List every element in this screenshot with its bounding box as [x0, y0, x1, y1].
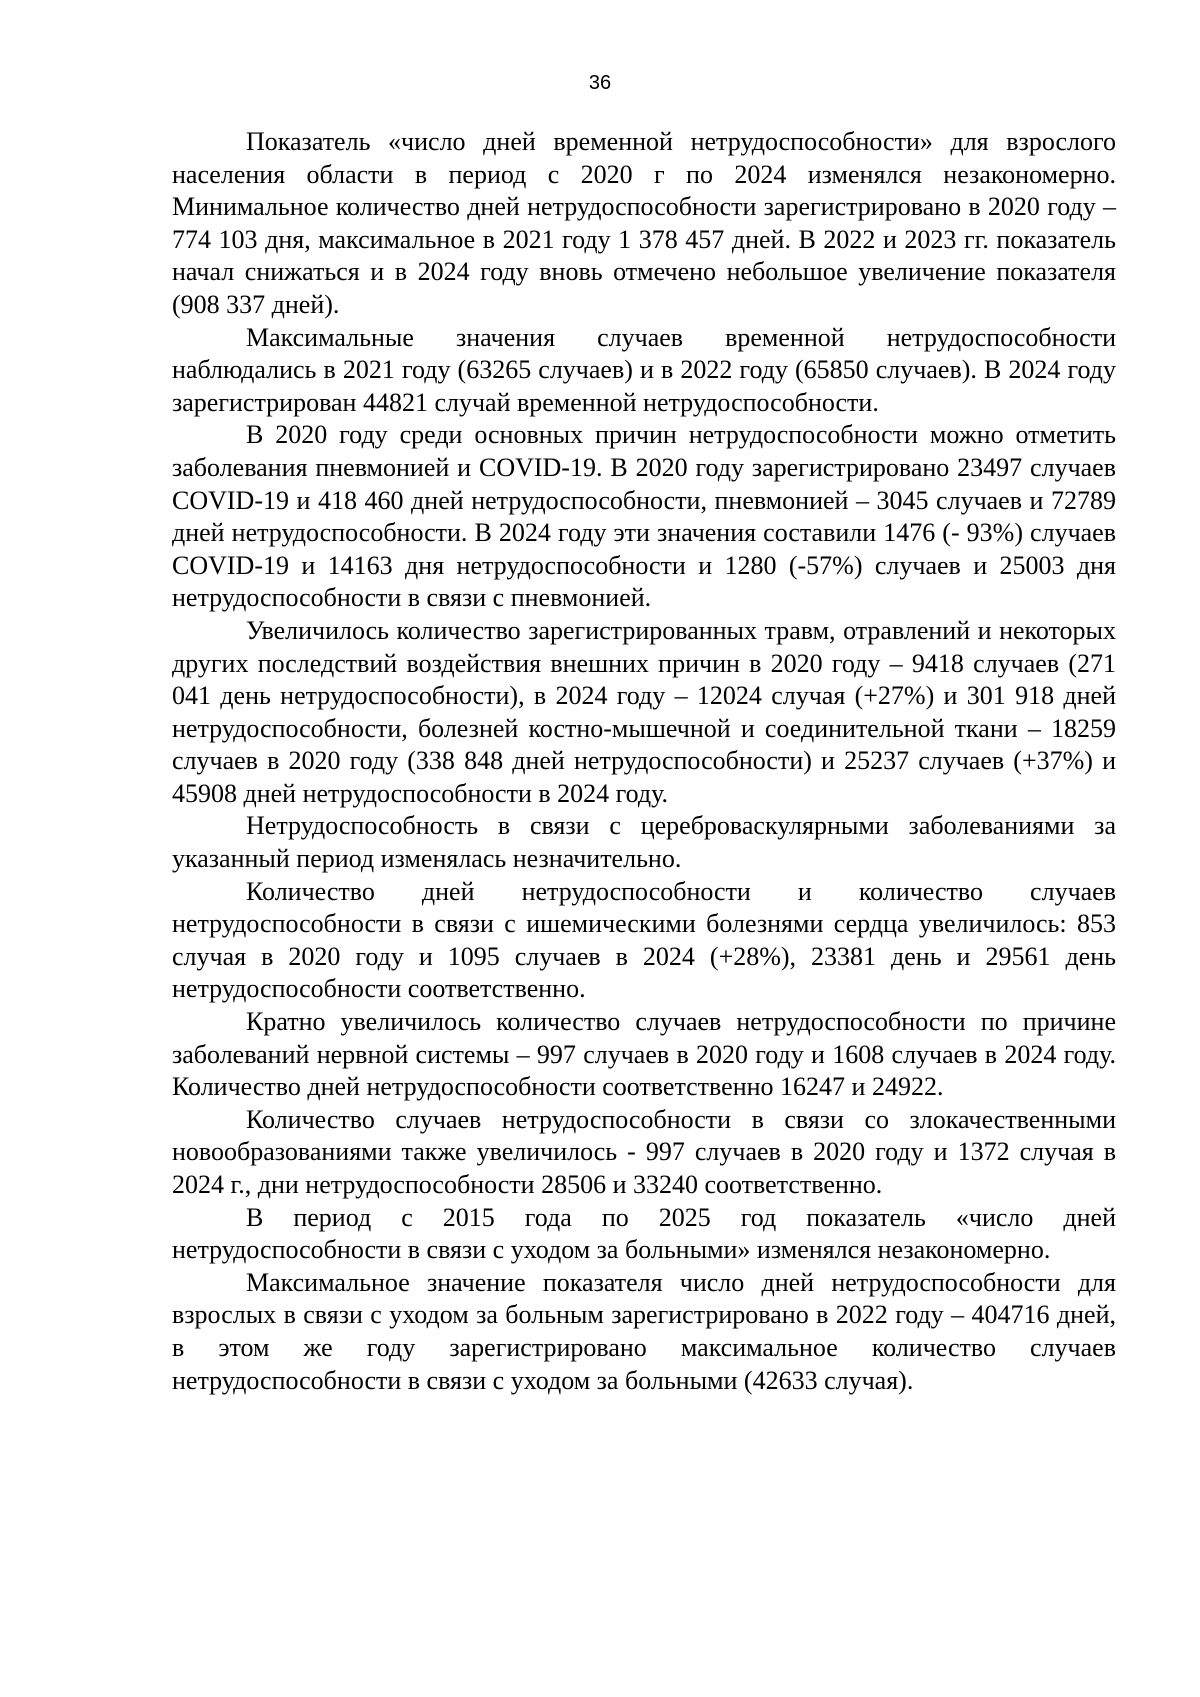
paragraph-sick-leave-cases: Максимальные значения случаев временной нетрудоспособности наблюдались в 2021 году (63265 случаев) и в 2022 году (65850 случаев). В 2024 году зарегистрирован 44821 случай временной нетрудоспособности. [172, 322, 1116, 417]
paragraph-sick-leave-days: Показатель «число дней временной нетрудоспособности» для взрослого населения области в период с 2020 г по 2024 изменялся незакономерно. Минимальное количество дней нетрудоспособности зарегистрировано в 2020 году – 774 103 дня, максимальное в 2021 году 1 378 457 дней. В 2022 и 2023 гг. показатель начал снижаться и в 2024 году вновь отмечено небольшое увеличение показателя (908 337 дней). [172, 127, 1116, 319]
paragraph-injuries-musculoskeletal: Увеличилось количество зарегистрированных травм, отравлений и некоторых других последствий воздействия внешних причин в 2020 году – 9418 случаев (271 041 день нетрудоспособности), в 2024 году – 12024 случая (+27%) и 301 918 дней нетрудоспособности, болезней костно-мышечной и соединительной ткани – 18259 случаев в 2020 году (338 848 дней нетрудоспособности) и 25237 случаев (+37%) и 45908 дней нетрудоспособности в 2024 году. [172, 615, 1116, 808]
paragraph-cerebrovascular: Нетрудоспособность в связи с цереброваскулярными заболеваниями за указанный период изменялась незначительно. [172, 811, 1116, 874]
paragraph-care-period: В период с 2015 года по 2025 год показатель «число дней нетрудоспособности в связи с уходом за больными» изменялся незакономерно. [172, 1202, 1116, 1265]
paragraph-care-maximum: Максимальное значение показателя число дней нетрудоспособности для взрослых в связи с уходом за больным зарегистрировано в 2022 году – 404716 дней, в этом же году зарегистрировано максимальное количество случаев нетрудоспособности в связи с уходом за больными (42633 случая). [172, 1267, 1116, 1395]
paragraph-covid-pneumonia: В 2020 году среди основных причин нетрудоспособности можно отметить заболевания пневмонией и COVID-19. В 2020 году зарегистрировано 23497 случаев COVID-19 и 418 460 дней нетрудоспособности, пневмонией – 3045 случаев и 72789 дней нетрудоспособности. В 2024 году эти значения составили 1476 (- 93%) случаев COVID-19 и 14163 дня нетрудоспособности и 1280 (-57%) случаев и 25003 дня нетрудоспособности в связи с пневмонией. [172, 420, 1116, 613]
document-body [172, 126, 1116, 1397]
paragraph-ischemic-heart: Количество дней нетрудоспособности и количество случаев нетрудоспособности в связи с ишемическими болезнями сердца увеличилось: 853 случая в 2020 году и 1095 случаев в 2024 (+28%), 23381 день и 29561 день нетрудоспособности соответственно. [172, 876, 1116, 1004]
paragraph-nervous-system: Кратно увеличилось количество случаев нетрудоспособности по причине заболеваний нервной системы – 997 случаев в 2020 году и 1608 случаев в 2024 году. Количество дней нетрудоспособности соответственно 16247 и 24922. [172, 1007, 1116, 1102]
page-number: 36 [588, 72, 612, 94]
paragraph-neoplasms: Количество случаев нетрудоспособности в связи со злокачественными новообразованиями также увеличилось - 997 случаев в 2020 году и 1372 случая в 2024 г., дни нетрудоспособности 28506 и 33240 соответственно. [172, 1104, 1116, 1199]
